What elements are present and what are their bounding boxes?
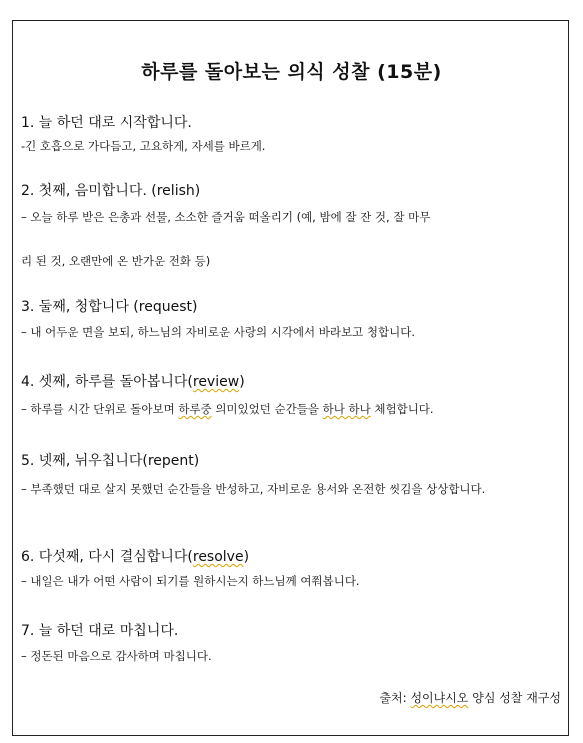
step-4-heading-flagged-word: review: [192, 374, 240, 390]
step-2-description-line-2: 리 된 것, 오랜만에 온 반가운 전화 등): [21, 254, 211, 268]
step-7-description: – 정돈된 마음으로 감사하며 마칩니다.: [21, 649, 212, 663]
step-4-flagged-word-1: 하루중: [178, 402, 212, 416]
step-4-heading: [21, 371, 245, 391]
step-4-description-middle: 의미있었던 순간들을: [211, 402, 323, 416]
step-2-heading: 2. 첫째, 음미합니다. (relish): [21, 183, 201, 199]
step-6-description: – 내일은 내가 어떤 사람이 되기를 원하시는지 하느님께 여쭤봅니다.: [21, 574, 360, 588]
source-flagged-word: 성이냐시오: [410, 691, 469, 705]
step-6-heading-close: ): [243, 549, 250, 565]
step-3-description: – 내 어두운 면을 보되, 하느님의 자비로운 사랑의 시각에서 바라보고 청합니다.: [21, 325, 415, 339]
step-5-description: – 부족했던 대로 살지 못했던 순간들을 반성하고, 자비로운 용서와 온전한 씻김을 상상합니다.: [21, 482, 486, 496]
source-text: 양심 성찰 재구성: [468, 691, 561, 705]
step-4-heading-text: 4. 셋째, 하루를 돌아봅니다(: [21, 374, 193, 390]
step-3-heading: 3. 둘째, 청합니다 (request): [21, 299, 198, 315]
step-7-heading: 7. 늘 하던 대로 마칩니다.: [21, 623, 179, 639]
step-1-description: -긴 호흡으로 가다듬고, 고요하게, 자세를 바르게.: [21, 139, 266, 153]
step-4-flagged-word-2: 하나 하나: [322, 402, 371, 416]
step-6-heading-text: 6. 다섯째, 다시 결심합니다(: [21, 549, 193, 565]
source-label: 출처:: [379, 691, 411, 705]
step-1-heading: 1. 늘 하던 대로 시작합니다.: [21, 115, 192, 131]
step-6-heading: [21, 546, 249, 566]
step-4-heading-close: ): [239, 374, 245, 390]
step-5-heading: 5. 넷째, 뉘우칩니다(repent): [21, 453, 200, 469]
step-4-description-end: 체험합니다.: [370, 402, 434, 416]
step-4-description: [21, 401, 434, 417]
document-title: 하루를 돌아보는 의식 성찰 (15분): [141, 61, 442, 83]
source-citation: [379, 689, 561, 706]
step-6-heading-flagged-word: resolve: [192, 549, 244, 565]
step-4-description-text: – 하루를 시간 단위로 돌아보며: [21, 402, 179, 416]
step-2-description-line-1: – 오늘 하루 받은 은총과 선물, 소소한 즐거움 떠올리기 (예, 밤에 잘 잔 것, 잘 마무: [21, 210, 431, 224]
